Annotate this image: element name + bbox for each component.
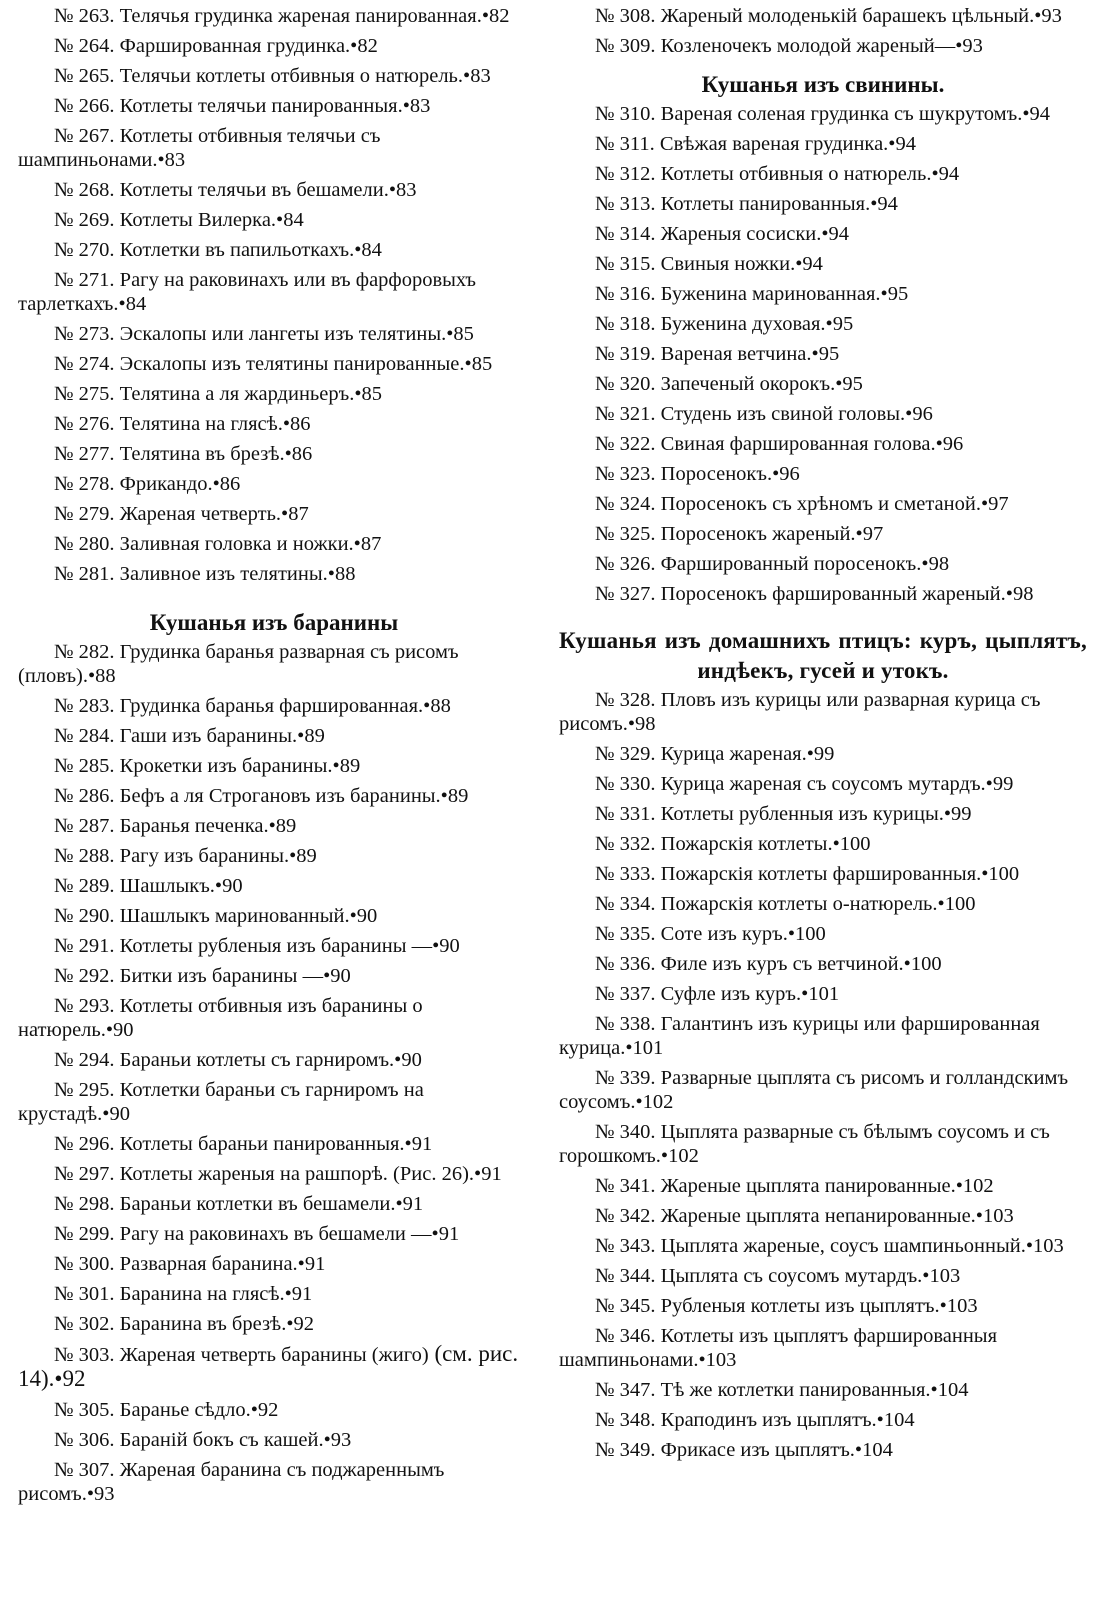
toc-entry: № 302. Баранина въ брезѣ.•92 [54,1313,314,1335]
toc-entry: № 325. Поросенокъ жареный.•97 [595,523,884,545]
toc-entry-figure-ref: (см. рис. 14).•92 [18,1341,519,1391]
toc-entry: № 282. Грудинка баранья разварная съ рисомъ (пловъ).•88 [18,641,459,687]
toc-entry: № 345. Рубленыя котлеты изъ цыплятъ.•103 [595,1295,978,1317]
toc-entry: № 284. Гаши изъ баранины.•89 [54,725,325,747]
toc-entry: № 330. Курица жареная съ соусомъ мутардъ.•99 [595,773,1014,795]
toc-entry: № 286. Бефъ а ля Строгановъ изъ баранины.•89 [54,785,469,807]
toc-entry: № 296. Котлеты бараньи панированныя.•91 [54,1133,433,1155]
toc-entry: № 321. Студень изъ свиной головы.•96 [595,403,933,425]
toc-entry: № 329. Курица жареная.•99 [595,743,835,765]
toc-entry: № 305. Баранье сѣдло.•92 [54,1399,279,1421]
toc-entry: № 299. Рагу на раковинахъ въ бешамели —•91 [54,1223,460,1245]
toc-entry: № 309. Козленочекъ молодой жареный—•93 [595,35,983,57]
toc-entry: № 289. Шашлыкъ.•90 [54,875,243,897]
toc-entry: № 278. Фрикандо.•86 [54,473,241,495]
toc-entry: № 340. Цыплята разварные съ бѣлымъ соусомъ и съ горошкомъ.•102 [559,1121,1050,1167]
toc-entry: № 336. Филе изъ куръ съ ветчиной.•100 [595,953,942,975]
toc-entry: № 269. Котлеты Вилерка.•84 [54,209,304,231]
toc-entry: № 347. Тѣ же котлетки панированныя.•104 [595,1379,969,1401]
toc-entry: № 324. Поросенокъ съ хрѣномъ и сметаной.•97 [595,493,1009,515]
left-column [18,4,530,1512]
toc-entry: № 263. Телячья грудинка жареная панированная.•82 [54,5,510,27]
toc-entry: № 285. Крокетки изъ баранины.•89 [54,755,361,777]
toc-entry: № 335. Соте изъ куръ.•100 [595,923,826,945]
toc-entry: № 314. Жареныя сосиски.•94 [595,223,850,245]
toc-entry: № 341. Жареные цыплята панированные.•102 [595,1175,994,1197]
section-heading: Кушанья изъ баранины [149,610,399,635]
toc-entry: № 293. Котлеты отбивныя изъ баранины о натюрель.•90 [18,995,423,1041]
toc-entry: № 267. Котлеты отбивныя телячьи съ шампиньонами.•83 [18,125,381,171]
toc-entry: № 331. Котлеты рубленныя изъ курицы.•99 [595,803,972,825]
toc-entry: № 307. Жареная баранина съ поджареннымъ рисомъ.•93 [18,1459,445,1505]
toc-entry [18,1342,530,1392]
toc-entry: № 273. Эскалопы или лангеты изъ телятины.•85 [54,323,474,345]
toc-entry: № 281. Заливное изъ телятины.•88 [54,563,356,585]
toc-entry: № 310. Вареная соленая грудинка съ шукрутомъ.•94 [595,103,1051,125]
toc-entry: № 316. Буженина маринованная.•95 [595,283,909,305]
toc-entry: № 264. Фаршированная грудинка.•82 [54,35,378,57]
toc-entry: № 291. Котлеты рубленыя изъ баранины —•90 [54,935,460,957]
toc-entry: № 292. Битки изъ баранины —•90 [54,965,351,987]
toc-entry: № 315. Свиныя ножки.•94 [595,253,823,275]
toc-entry: № 265. Телячьи котлеты отбивныя о натюрель.•83 [54,65,491,87]
toc-entry: № 298. Бараньи котлетки въ бешамели.•91 [54,1193,424,1215]
toc-entry: № 320. Запеченый окорокъ.•95 [595,373,863,395]
toc-entry: № 300. Разварная баранина.•91 [54,1253,326,1275]
toc-entry: № 313. Котлеты панированныя.•94 [595,193,898,215]
toc-entry: № 290. Шашлыкъ маринованный.•90 [54,905,378,927]
toc-entry: № 294. Бараньи котлеты съ гарниромъ.•90 [54,1049,422,1071]
toc-entry: № 274. Эскалопы изъ телятины панированные.•85 [54,353,493,375]
toc-entry: № 323. Поросенокъ.•96 [595,463,800,485]
toc-entry: № 288. Рагу изъ баранины.•89 [54,845,317,867]
toc-entry: № 308. Жареный молоденькій барашекъ цѣльный.•93 [595,5,1062,27]
toc-entry: № 311. Свѣжая вареная грудинка.•94 [595,133,916,155]
toc-entry: № 297. Котлеты жареныя на рашпорѣ. (Рис. 26).•91 [54,1163,502,1185]
toc-entry: № 283. Грудинка баранья фаршированная.•88 [54,695,451,717]
toc-entry: № 343. Цыплята жареные, соусъ шампиньонный.•103 [595,1235,1064,1257]
toc-entry: № 334. Пожарскія котлеты о-натюрель.•100 [595,893,976,915]
toc-entry: № 326. Фаршированный поросенокъ.•98 [595,553,950,575]
toc-entry: № 328. Пловъ изъ курицы или разварная курица съ рисомъ.•98 [559,689,1041,735]
section-heading: Кушанья изъ свинины. [701,72,945,97]
toc-entry: № 349. Фрикасе изъ цыплятъ.•104 [595,1439,893,1461]
toc-entry: № 322. Свиная фаршированная голова.•96 [595,433,964,455]
toc-entry: № 342. Жареные цыплята непанированные.•103 [595,1205,1014,1227]
toc-entry: № 306. Бараній бокъ съ кашей.•93 [54,1429,352,1451]
section-heading: Кушанья изъ домашнихъ птицъ: куръ, цыплятъ, индѣекъ, гусей и утокъ. [559,628,1087,683]
toc-entry: № 327. Поросенокъ фаршированный жареный.•98 [595,583,1034,605]
toc-entry: № 348. Краподинъ изъ цыплятъ.•104 [595,1409,915,1431]
toc-entry: № 333. Пожарскія котлеты фаршированныя.•100 [595,863,1020,885]
toc-entry: № 295. Котлетки бараньи съ гарниромъ на крустадѣ.•90 [18,1079,424,1125]
toc-entry: № 312. Котлеты отбивныя о натюрель.•94 [595,163,960,185]
toc-entry: № 280. Заливная головка и ножки.•87 [54,533,382,555]
toc-entry: № 339. Разварные цыплята съ рисомъ и голландскимъ соусомъ.•102 [559,1067,1069,1113]
toc-entry: № 346. Котлеты изъ цыплятъ фаршированныя шампиньонами.•103 [559,1325,997,1371]
toc-entry: № 301. Баранина на глясѣ.•91 [54,1283,313,1305]
toc-entry: № 337. Суфле изъ куръ.•101 [595,983,840,1005]
right-column [559,4,1087,1468]
toc-entry: № 319. Вареная ветчина.•95 [595,343,840,365]
toc-entry: № 268. Котлеты телячьи въ бешамели.•83 [54,179,417,201]
toc-entry: № 338. Галантинъ изъ курицы или фаршированная курица.•101 [559,1013,1040,1059]
toc-entry: № 276. Телятина на глясѣ.•86 [54,413,311,435]
toc-entry: № 344. Цыплята съ соусомъ мутардъ.•103 [595,1265,961,1287]
toc-entry: № 266. Котлеты телячьи панированныя.•83 [54,95,431,117]
toc-entry: № 287. Баранья печенка.•89 [54,815,297,837]
toc-entry-text: № 303. Жареная четверть баранины (жиго) [54,1344,429,1366]
toc-entry: № 275. Телятина а ля жардиньеръ.•85 [54,383,383,405]
toc-entry: № 271. Рагу на раковинахъ или въ фарфоровыхъ тарлеткахъ.•84 [18,269,476,315]
toc-entry: № 279. Жареная четверть.•87 [54,503,309,525]
toc-entry: № 318. Буженина духовая.•95 [595,313,854,335]
toc-entry: № 332. Пожарскія котлеты.•100 [595,833,871,855]
toc-entry: № 277. Телятина въ брезѣ.•86 [54,443,313,465]
toc-entry: № 270. Котлетки въ папильоткахъ.•84 [54,239,382,261]
